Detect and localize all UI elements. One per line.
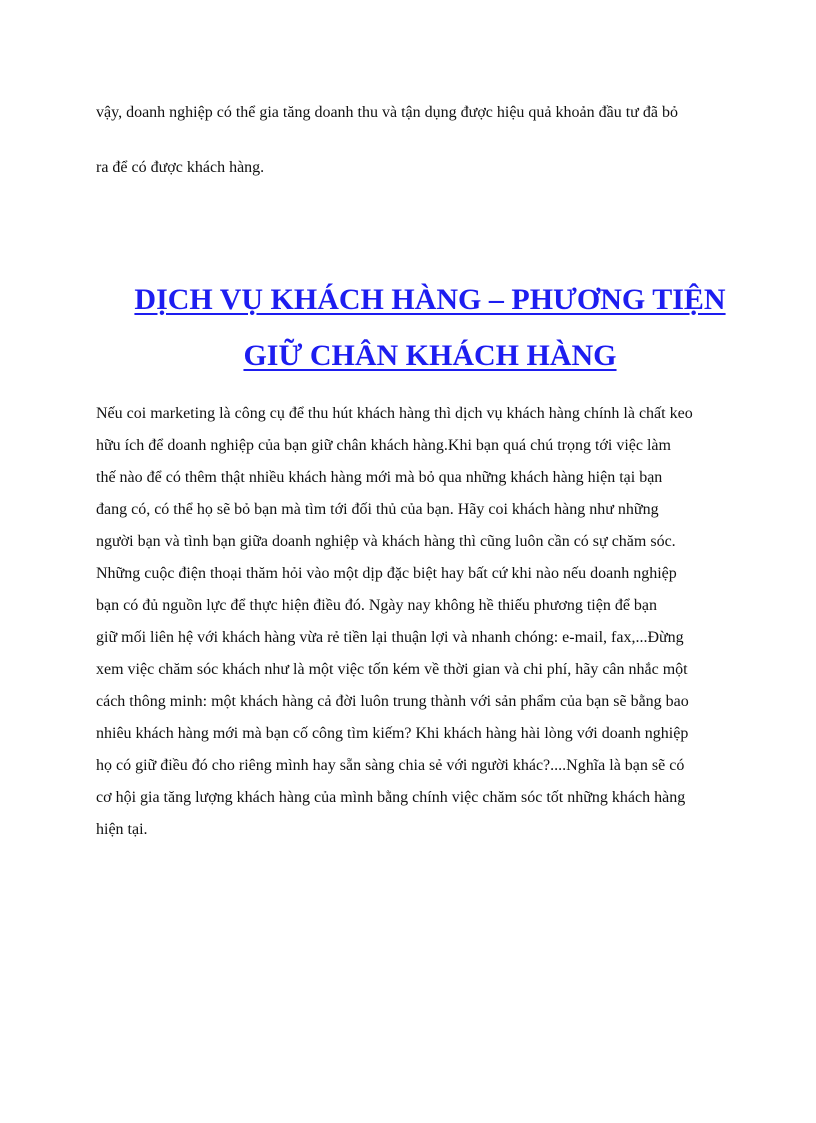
body-line: Những cuộc điện thoại thăm hỏi vào một dịp đặc biệt hay bất cứ khi nào nếu doanh nghiệp bbox=[96, 565, 677, 582]
body-line: bạn có đủ nguồn lực để thực hiện điều đó. Ngày nay không hề thiếu phương tiện để bạn bbox=[96, 597, 658, 614]
body-line: cách thông minh: một khách hàng cả đời luôn trung thành với sản phẩm của bạn sẽ bằng bao bbox=[96, 693, 689, 710]
body-line: xem việc chăm sóc khách như là một việc tốn kém về thời gian và chi phí, hãy cân nhắc một bbox=[96, 661, 688, 678]
body-line: người bạn và tình bạn giữa doanh nghiệp và khách hàng thì cũng luôn cần có sự chăm sóc. bbox=[96, 533, 676, 550]
intro-text-line-2: ra để có được khách hàng. bbox=[96, 159, 265, 176]
body-line: cơ hội gia tăng lượng khách hàng của mình bằng chính việc chăm sóc tốt những khách hàng bbox=[96, 789, 686, 806]
intro-text-line-1: vậy, doanh nghiệp có thể gia tăng doanh thu và tận dụng được hiệu quả khoản đầu tư đã bỏ bbox=[96, 104, 678, 121]
body-paragraph bbox=[96, 403, 756, 851]
body-line: giữ mối liên hệ với khách hàng vừa rẻ tiền lại thuận lợi và nhanh chóng: e-mail, fax,...Đừng bbox=[96, 629, 684, 646]
section-heading-line-1: DỊCH VỤ KHÁCH HÀNG – PHƯƠNG TIỆN bbox=[134, 283, 726, 316]
body-line: thế nào để có thêm thật nhiều khách hàng mới mà bỏ qua những khách hàng hiện tại bạn bbox=[96, 469, 663, 486]
body-line: đang có, có thể họ sẽ bỏ bạn mà tìm tới đối thủ của bạn. Hãy coi khách hàng như những bbox=[96, 501, 659, 518]
body-line: nhiêu khách hàng mới mà bạn cố công tìm kiếm? Khi khách hàng hài lòng với doanh nghiệp bbox=[96, 725, 689, 742]
section-heading-line-2: GIỮ CHÂN KHÁCH HÀNG bbox=[243, 339, 617, 372]
body-line: Nếu coi marketing là công cụ để thu hút khách hàng thì dịch vụ khách hàng chính là chất keo bbox=[96, 405, 693, 422]
body-line: họ có giữ điều đó cho riêng mình hay sẵn sàng chia sẻ với người khác?....Nghĩa là bạn sẽ có bbox=[96, 757, 685, 774]
body-line: hữu ích để doanh nghiệp của bạn giữ chân khách hàng.Khi bạn quá chú trọng tới việc làm bbox=[96, 437, 671, 454]
body-line: hiện tại. bbox=[96, 821, 148, 838]
